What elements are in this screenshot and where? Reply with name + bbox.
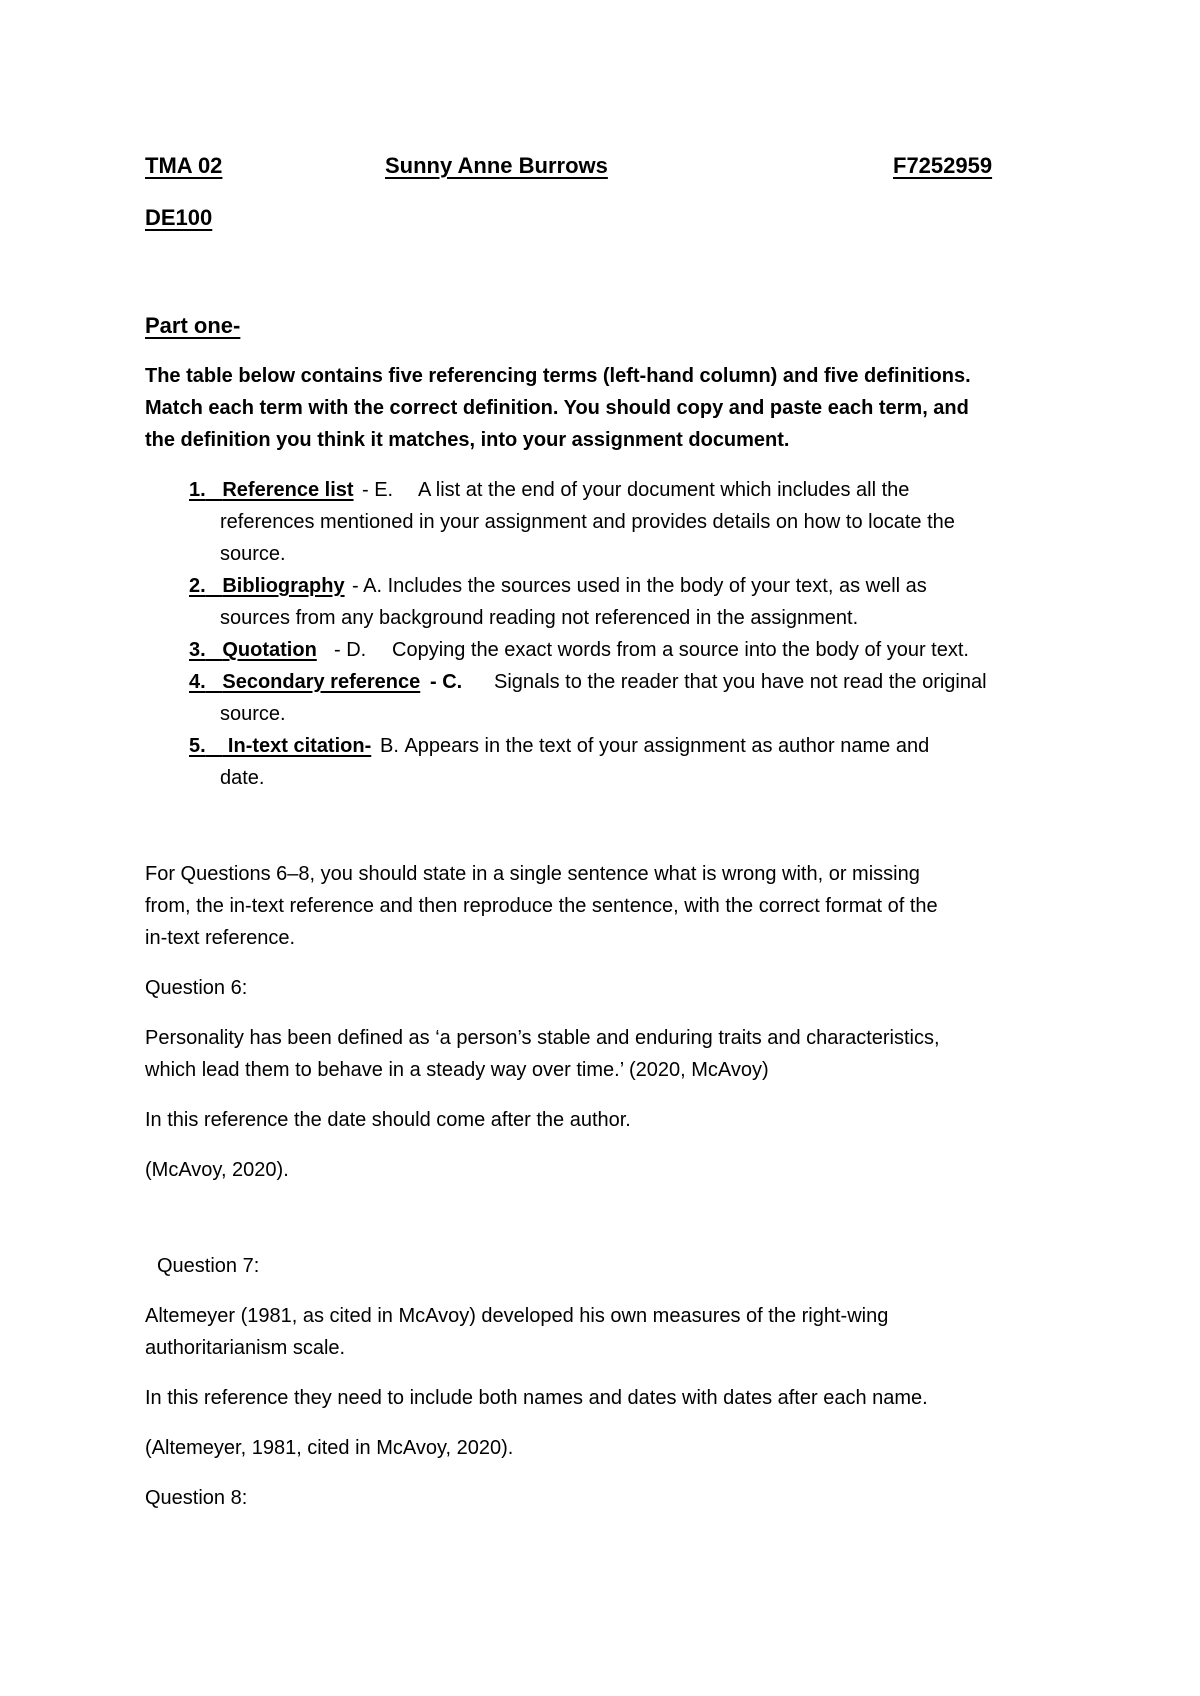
questions-intro-line: in-text reference. [145, 927, 296, 949]
definition-text: Appears in the text of your assignment as author name and [404, 735, 930, 757]
course-code: DE100 [145, 205, 213, 230]
list-number: 5. In-text citation- [189, 735, 372, 757]
questions-intro-line: For Questions 6–8, you should state in a single sentence what is wrong with, or missing [145, 863, 920, 885]
list-number: 4. Secondary reference [189, 671, 421, 693]
definition-text: source. [220, 703, 286, 725]
definition-letter: - C. [430, 671, 463, 693]
intro-line: The table below contains five referencing terms (left-hand column) and five definitions. [145, 365, 971, 387]
question-6-label: Question 6: [145, 977, 248, 999]
question-6-sentence: which lead them to behave in a steady way over time.’ (2020, McAvoy) [145, 1059, 769, 1081]
part-one-heading: Part one- [145, 313, 241, 338]
question-7-sentence: authoritarianism scale. [145, 1337, 346, 1359]
definition-text: A list at the end of your document which includes all the [418, 479, 910, 501]
questions-intro-line: from, the in-text reference and then reproduce the sentence, with the correct format of the [145, 895, 938, 917]
definition-letter: - D. [334, 639, 367, 661]
student-name: Sunny Anne Burrows [385, 153, 608, 178]
definition-letter: B. [380, 735, 399, 757]
definition-text: Copying the exact words from a source into the body of your text. [392, 639, 969, 661]
intro-line: Match each term with the correct definition. You should copy and paste each term, and [145, 397, 969, 419]
term: In-text citation- [222, 735, 372, 757]
definition-text: sources from any background reading not referenced in the assignment. [220, 607, 859, 629]
question-6-sentence: Personality has been defined as ‘a person’s stable and enduring traits and characteristics, [145, 1027, 940, 1049]
term: Bibliography [222, 575, 345, 597]
question-7-label: Question 7: [157, 1255, 260, 1277]
list-number: 2. Bibliography [189, 575, 345, 597]
definition-letter: - E. [362, 479, 394, 501]
question-7-corrected: (Altemeyer, 1981, cited in McAvoy, 2020). [145, 1437, 514, 1459]
intro-line: the definition you think it matches, into your assignment document. [145, 429, 790, 451]
question-6-corrected: (McAvoy, 2020). [145, 1159, 289, 1181]
question-6-answer: In this reference the date should come after the author. [145, 1109, 631, 1131]
term: Reference list [222, 479, 354, 501]
definition-text: references mentioned in your assignment and provides details on how to locate the [220, 511, 955, 533]
definition-text: source. [220, 543, 286, 565]
question-7-sentence: Altemeyer (1981, as cited in McAvoy) developed his own measures of the right-wing [145, 1305, 889, 1327]
list-number: 3. Quotation [189, 639, 317, 661]
definition-text: Signals to the reader that you have not read the original [494, 671, 987, 693]
term: Secondary reference [222, 671, 421, 693]
list-number: 1. Reference list [189, 479, 354, 501]
student-id: F7252959 [893, 153, 993, 178]
question-7-answer: In this reference they need to include both names and dates with dates after each name. [145, 1387, 928, 1409]
definition-text: Includes the sources used in the body of your text, as well as [387, 575, 927, 597]
term: Quotation [222, 639, 317, 661]
assignment-code: TMA 02 [145, 153, 223, 178]
definition-letter: - A. [352, 575, 383, 597]
definition-text: date. [220, 767, 265, 789]
question-8-label: Question 8: [145, 1487, 248, 1509]
